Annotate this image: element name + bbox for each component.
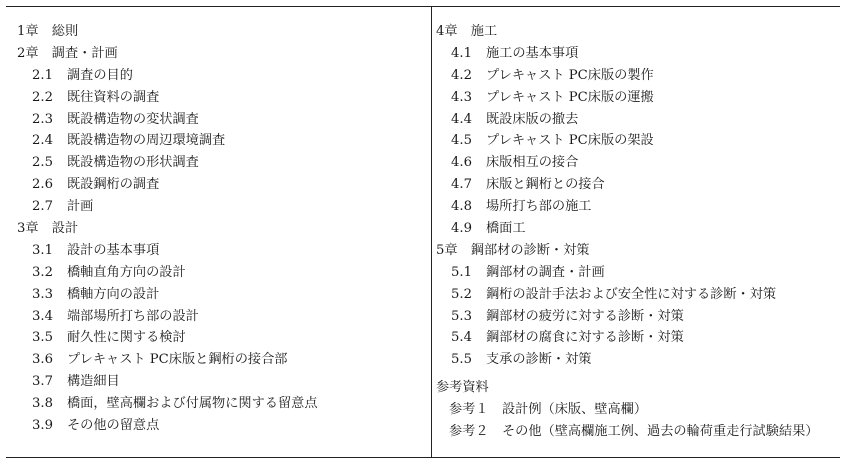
- toc-entry: [17, 65, 422, 87]
- toc-entry: [17, 349, 422, 371]
- section-title: 橋面工: [486, 221, 526, 237]
- section-title: 橋軸方向の設計: [67, 286, 160, 302]
- section-title: 橋軸直角方向の設計: [67, 264, 186, 280]
- section-number: 3.8: [32, 396, 53, 412]
- toc-entry: [436, 284, 836, 306]
- section-number: 4.9: [451, 221, 472, 237]
- section-title: 床版相互の接合: [486, 155, 579, 171]
- section-title: プレキャスト PC床版の製作: [486, 67, 654, 83]
- section-number: 3.9: [32, 418, 53, 434]
- toc-entry: [17, 130, 422, 152]
- section-number: 3.6: [32, 352, 53, 368]
- section-number: 4.1: [451, 45, 472, 61]
- toc-entry: [436, 65, 836, 87]
- toc-entry: [17, 371, 422, 393]
- section-title: 既設構造物の変状調査: [67, 111, 199, 127]
- section-title: 計画: [67, 199, 94, 215]
- section-title: 端部場所打ち部の設計: [67, 308, 199, 324]
- section-number: 5.1: [451, 264, 472, 280]
- toc-entry: [17, 306, 422, 328]
- toc-entry: [436, 262, 836, 284]
- toc-entry: [17, 262, 422, 284]
- toc-entry: [17, 240, 422, 262]
- section-title: 橋面，壁高欄および付属物に関する留意点: [67, 396, 318, 412]
- chapter-heading: 1章 総則: [17, 24, 79, 39]
- toc-entry: [17, 415, 422, 437]
- toc-entry: [436, 327, 836, 349]
- section-number: 3.2: [32, 264, 53, 280]
- section-number: 2.5: [32, 155, 53, 171]
- toc-entry: [436, 349, 836, 371]
- section-title: 耐久性に関する検討: [67, 330, 186, 346]
- section-number: 4.2: [451, 67, 472, 83]
- toc-entry: [436, 87, 836, 109]
- section-number: 4.3: [451, 89, 472, 105]
- toc-entry: [436, 218, 836, 240]
- reference-title: その他（壁高欄施工例、過去の輪荷重走行試験結果）: [502, 424, 819, 440]
- section-number: 2.7: [32, 199, 53, 215]
- reference-number: 参考２: [449, 424, 489, 440]
- section-title: 鋼部材の調査・計画: [486, 264, 605, 280]
- section-title: 床版と鋼桁との接合: [486, 177, 605, 193]
- section-number: 4.6: [451, 155, 472, 171]
- section-number: 5.3: [451, 308, 472, 324]
- section-number: 4.5: [451, 133, 472, 149]
- section-number: 3.4: [32, 308, 53, 324]
- toc-entry: [17, 109, 422, 131]
- toc-entry: [17, 152, 422, 174]
- section-number: 2.4: [32, 133, 53, 149]
- section-title: 施工の基本事項: [486, 45, 579, 61]
- reference-number: 参考１: [449, 402, 489, 418]
- toc-entry: [436, 43, 836, 65]
- section-title: プレキャスト PC床版の架設: [486, 133, 654, 149]
- toc-entry: [17, 174, 422, 196]
- section-number: 4.7: [451, 177, 472, 193]
- section-title: プレキャスト PC床版と鋼桁の接合部: [67, 352, 288, 368]
- toc-entry: [17, 196, 422, 218]
- section-number: 2.3: [32, 111, 53, 127]
- reference-entry: [436, 421, 836, 443]
- section-title: 鋼部材の疲労に対する診断・対策: [486, 308, 684, 324]
- toc-entry: [17, 87, 422, 109]
- section-number: 3.7: [32, 374, 53, 390]
- section-number: 2.6: [32, 177, 53, 193]
- section-title: 場所打ち部の施工: [486, 199, 592, 215]
- reference-entry: [436, 399, 836, 421]
- section-title: 鋼桁の設計手法および安全性に対する診断・対策: [486, 286, 777, 302]
- section-number: 3.1: [32, 242, 53, 258]
- toc-left-column: [17, 21, 422, 437]
- section-title: 鋼部材の腐食に対する診断・対策: [486, 330, 684, 346]
- section-number: 2.2: [32, 89, 53, 105]
- toc-entry: [436, 196, 836, 218]
- section-title: 構造細目: [67, 374, 120, 390]
- chapter-heading: 4章 施工: [436, 24, 498, 39]
- toc-entry: [436, 130, 836, 152]
- toc-entry: [436, 109, 836, 131]
- section-title: 既設構造物の周辺環境調査: [67, 133, 226, 149]
- section-title: その他の留意点: [67, 418, 160, 434]
- section-number: 3.5: [32, 330, 53, 346]
- reference-title: 設計例（床版、壁高欄）: [502, 402, 648, 418]
- section-title: プレキャスト PC床版の運搬: [486, 89, 654, 105]
- section-number: 4.8: [451, 199, 472, 215]
- toc-right-column: [436, 21, 836, 443]
- section-number: 2.1: [32, 67, 53, 83]
- section-number: 5.5: [451, 352, 472, 368]
- toc-entry: [17, 393, 422, 415]
- section-number: 5.2: [451, 286, 472, 302]
- column-divider: [431, 7, 432, 457]
- section-title: 設計の基本事項: [67, 242, 160, 258]
- table-of-contents: [6, 6, 840, 458]
- chapter-heading: 3章 設計: [17, 221, 79, 237]
- section-number: 3.3: [32, 286, 53, 302]
- section-title: 既往資料の調査: [67, 89, 160, 105]
- toc-entry: [17, 284, 422, 306]
- chapter-heading: 5章 鋼部材の診断・対策: [436, 242, 590, 258]
- toc-entry: [436, 152, 836, 174]
- section-title: 既設鋼桁の調査: [67, 177, 160, 193]
- chapter-heading: 2章 調査・計画: [17, 45, 118, 61]
- section-title: 調査の目的: [67, 67, 133, 83]
- section-number: 4.4: [451, 111, 472, 127]
- section-title: 既設床版の撤去: [486, 111, 579, 127]
- section-title: 既設構造物の形状調査: [67, 155, 199, 171]
- references-heading: 参考資料: [436, 380, 489, 396]
- toc-entry: [17, 327, 422, 349]
- section-title: 支承の診断・対策: [486, 352, 592, 368]
- toc-entry: [436, 174, 836, 196]
- toc-entry: [436, 306, 836, 328]
- section-number: 5.4: [451, 330, 472, 346]
